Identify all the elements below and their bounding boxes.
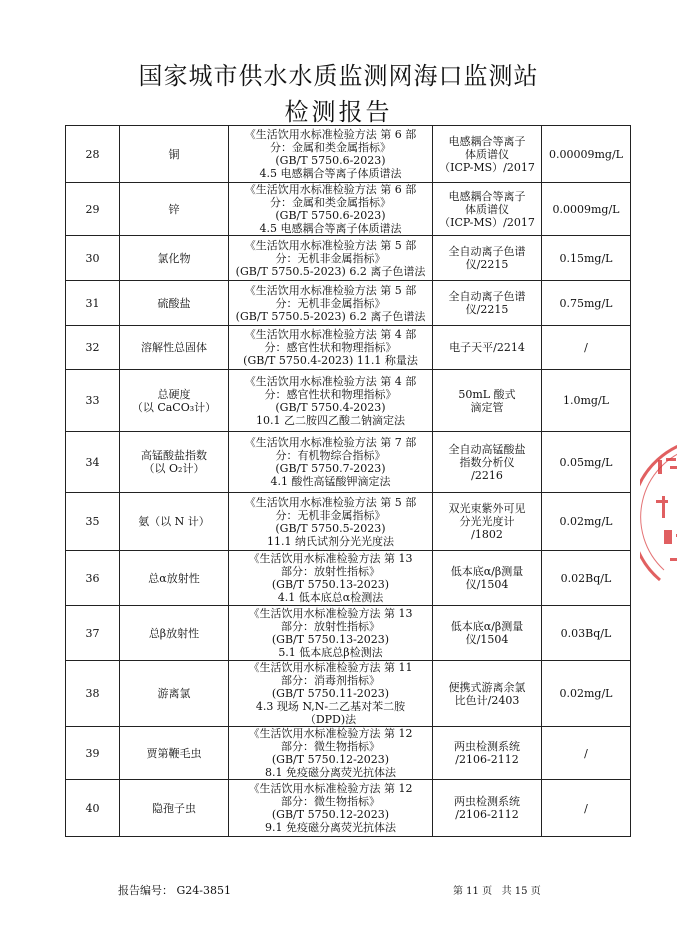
table-row [66, 493, 631, 551]
instrument-line: 分光光度计 [459, 515, 515, 528]
test-method-line: (GB/T 5750.12-2023) [271, 753, 390, 766]
test-method-line: 5.1 低本底总β检测法 [278, 646, 383, 659]
test-method-line: (GB/T 5750.5-2023) 6.2 离子色谱法 [235, 264, 426, 278]
test-method-line: (GB/T 5750.6-2023) [275, 209, 386, 222]
detection-limit: / [542, 780, 631, 837]
row-number: 34 [66, 432, 120, 493]
test-method [229, 126, 433, 183]
table-row [66, 236, 631, 281]
instrument-line: 便携式游离余氯 [448, 680, 526, 694]
test-method-line: 部分：微生物指标》 [281, 740, 380, 753]
test-method-line: 分：无机非金属指标》 [275, 296, 386, 310]
detection-limit: 0.0009mg/L [542, 183, 631, 236]
station-title: 国家城市供水水质监测网海口监测站 [138, 62, 539, 90]
test-method [229, 727, 433, 780]
page-indicator: 第 11 页 共 15 页 [453, 886, 541, 897]
test-method-line: 《生活饮用水标准检验方法 第 5 部 [244, 283, 417, 297]
test-method [229, 281, 433, 326]
test-method-line: 分：感官性状和物理指标》 [264, 387, 397, 401]
test-method-line: 分：金属和类金属指标》 [270, 141, 391, 154]
instrument [433, 727, 542, 780]
instrument [433, 493, 542, 551]
test-item [120, 432, 229, 493]
test-item-line: 高锰酸盐指数 [141, 449, 207, 462]
test-item-line: （以 CaCO₃计） [131, 400, 217, 414]
instrument-line: 体质谱仪 [465, 147, 509, 161]
test-method-line: (GB/T 5750.5-2023) [275, 521, 386, 535]
test-method [229, 551, 433, 606]
test-item-line: 氯化物 [157, 251, 191, 265]
table-row [66, 183, 631, 236]
test-method-line: (GB/T 5750.4-2023) [275, 400, 386, 414]
test-item [120, 606, 229, 661]
test-item-line: 硫酸盐 [157, 296, 191, 310]
table-row [66, 281, 631, 326]
instrument [433, 281, 542, 326]
detection-limit: 0.03Bq/L [542, 606, 631, 661]
row-number: 37 [66, 606, 120, 661]
instrument-line: （ICP-MS）/2017 [439, 160, 535, 174]
instrument-line: 仪/1504 [465, 633, 509, 646]
row-number: 33 [66, 370, 120, 432]
instrument [433, 606, 542, 661]
test-method-line: 《生活饮用水标准检验方法 第 5 部 [244, 238, 417, 252]
report-title: 检测报告 [284, 98, 393, 126]
instrument-line: 全自动离子色谱 [448, 290, 526, 303]
test-method-line: (GB/T 5750.4-2023) 11.1 称量法 [243, 354, 418, 367]
test-method-line: 分：无机非金属指标》 [275, 251, 386, 265]
table-row [66, 432, 631, 493]
instrument-line: 电子天平/2214 [449, 341, 525, 354]
instrument-line: 两虫检测系统 [454, 740, 520, 753]
test-method-line: 分：感官性状和物理指标》 [264, 341, 397, 354]
detection-limit: 1.0mg/L [542, 370, 631, 432]
instrument [433, 126, 542, 183]
test-item-line: 铜 [168, 147, 180, 161]
test-method-line: 部分：消毒剂指标》 [281, 674, 380, 687]
test-method-line: 《生活饮用水标准检验方法 第 13 [248, 607, 413, 620]
instrument-line: 低本底α/β测量 [450, 620, 524, 633]
test-method [229, 780, 433, 837]
instrument-line: 全自动离子色谱 [448, 245, 526, 258]
test-method [229, 236, 433, 281]
test-method [229, 432, 433, 493]
test-item [120, 551, 229, 606]
test-method-line: 4.3 现场 N,N-二乙基对苯二胺 [255, 700, 406, 713]
test-method-line: 分：无机非金属指标》 [275, 508, 386, 522]
test-method-line: 部分：放射性指标》 [281, 565, 380, 578]
detection-limit: / [542, 326, 631, 370]
detection-limit: 0.02mg/L [542, 661, 631, 727]
instrument [433, 370, 542, 432]
test-item [120, 326, 229, 370]
test-item [120, 370, 229, 432]
row-number: 31 [66, 281, 120, 326]
test-method-line: 部分：微生物指标》 [281, 795, 380, 808]
test-method-line: (GB/T 5750.12-2023) [271, 808, 390, 821]
test-method-line: 《生活饮用水标准检验方法 第 11 [248, 661, 413, 674]
row-number: 39 [66, 727, 120, 780]
table-row [66, 661, 631, 727]
test-method-line: 8.1 免疫磁分离荧光抗体法 [265, 766, 396, 779]
instrument-line: /2106-2112 [455, 753, 519, 766]
test-method [229, 183, 433, 236]
table-row [66, 606, 631, 661]
test-item [120, 183, 229, 236]
detection-limit: 0.75mg/L [542, 281, 631, 326]
detection-limit: 0.00009mg/L [542, 126, 631, 183]
instrument-line: /2216 [471, 468, 503, 482]
table-row [66, 727, 631, 780]
detection-limit: 0.05mg/L [542, 432, 631, 493]
red-seal-stamp [640, 430, 677, 590]
table-row [66, 370, 631, 432]
test-method [229, 493, 433, 551]
instrument-line: 仪/2215 [465, 303, 509, 316]
instrument-line: （ICP-MS）/2017 [439, 215, 535, 229]
test-method-line: 4.5 电感耦合等离子体质谱法 [259, 222, 402, 235]
test-method-line: 4.5 电感耦合等离子体质谱法 [259, 167, 402, 180]
test-method [229, 326, 433, 370]
test-item-line: 锌 [168, 202, 180, 216]
report-number: 报告编号： G24-3851 [118, 884, 231, 897]
test-method-line: 《生活饮用水标准检验方法 第 12 [248, 727, 413, 740]
test-item-line: 隐孢子虫 [152, 801, 196, 815]
test-method [229, 661, 433, 727]
instrument-line: 双光束紫外可见 [448, 502, 526, 515]
instrument-line: 低本底α/β测量 [450, 565, 524, 578]
test-item-line: 贾第鞭毛虫 [146, 746, 202, 760]
test-item-line: 总α放射性 [148, 571, 200, 585]
instrument-line: 指数分析仪 [459, 455, 515, 469]
test-method-line: 《生活饮用水标准检验方法 第 7 部 [244, 436, 417, 449]
test-method-line: 《生活饮用水标准检验方法 第 5 部 [244, 495, 417, 509]
instrument [433, 183, 542, 236]
test-method-line: (GB/T 5750.6-2023) [275, 154, 386, 167]
test-method-line: 《生活饮用水标准检验方法 第 6 部 [244, 183, 417, 196]
test-method-line: （DPD)法 [304, 713, 357, 726]
table-row [66, 126, 631, 183]
test-method-line: 分：有机物综合指标》 [275, 449, 386, 462]
test-method-line: 《生活饮用水标准检验方法 第 12 [248, 782, 413, 795]
instrument [433, 661, 542, 727]
instrument-line: 滴定管 [470, 400, 504, 414]
test-method-line: (GB/T 5750.13-2023) [271, 578, 390, 591]
instrument-line: 仪/1504 [465, 578, 509, 591]
test-item-line: 氨（以 N 计） [138, 515, 210, 528]
test-item [120, 236, 229, 281]
detection-limit: 0.02mg/L [542, 493, 631, 551]
test-item-line: 总硬度 [157, 387, 191, 401]
test-method [229, 370, 433, 432]
row-number: 30 [66, 236, 120, 281]
table-row [66, 551, 631, 606]
test-method-line: 《生活饮用水标准检验方法 第 13 [248, 552, 413, 565]
test-method [229, 606, 433, 661]
test-method-line: 4.1 酸性高锰酸钾滴定法 [270, 475, 391, 488]
detection-limit: 0.02Bq/L [542, 551, 631, 606]
instrument [433, 551, 542, 606]
test-item [120, 727, 229, 780]
instrument [433, 780, 542, 837]
instrument-line: 电感耦合等离子 [448, 134, 526, 148]
test-method-line: 4.1 低本底总α检测法 [277, 591, 384, 604]
row-number: 36 [66, 551, 120, 606]
instrument-line: 50mL 酸式 [458, 387, 516, 401]
test-item [120, 126, 229, 183]
instrument [433, 326, 542, 370]
instrument-line: 体质谱仪 [465, 202, 509, 216]
table-row [66, 780, 631, 837]
instrument-line: 全自动高锰酸盐 [448, 442, 526, 456]
test-method-line: 部分：放射性指标》 [281, 620, 380, 633]
row-number: 40 [66, 780, 120, 837]
instrument-line: /2106-2112 [455, 808, 519, 821]
test-item-line: 总β放射性 [148, 626, 200, 640]
row-number: 32 [66, 326, 120, 370]
row-number: 29 [66, 183, 120, 236]
instrument-line: 电感耦合等离子 [448, 189, 526, 203]
test-method-line: 《生活饮用水标准检验方法 第 4 部 [244, 374, 417, 388]
row-number: 38 [66, 661, 120, 727]
method-table [65, 125, 631, 837]
test-method-line: (GB/T 5750.7-2023) [275, 462, 386, 475]
test-method-line: (GB/T 5750.11-2023) [271, 687, 390, 700]
instrument-line: 比色计/2403 [454, 693, 520, 707]
test-method-line: 分：金属和类金属指标》 [270, 196, 391, 209]
detection-limit: / [542, 727, 631, 780]
test-method-line: 10.1 乙二胺四乙酸二钠滴定法 [256, 413, 405, 427]
instrument-line: 仪/2215 [465, 258, 509, 271]
test-method-line: 《生活饮用水标准检验方法 第 6 部 [244, 128, 417, 141]
test-method-line: (GB/T 5750.5-2023) 6.2 离子色谱法 [235, 309, 426, 323]
detection-limit: 0.15mg/L [542, 236, 631, 281]
test-item [120, 281, 229, 326]
instrument [433, 432, 542, 493]
test-item-line: （以 O₂计） [143, 462, 205, 475]
test-method-line: (GB/T 5750.13-2023) [271, 633, 390, 646]
test-method-line: 《生活饮用水标准检验方法 第 4 部 [244, 328, 417, 341]
test-item [120, 493, 229, 551]
test-method-line: 11.1 纳氏试剂分光光度法 [267, 534, 394, 548]
test-item-line: 游离氯 [157, 687, 191, 700]
test-item [120, 661, 229, 727]
instrument-line: /1802 [471, 528, 503, 541]
test-method-line: 9.1 免疫磁分离荧光抗体法 [265, 821, 396, 834]
test-item [120, 780, 229, 837]
test-item-line: 溶解性总固体 [141, 341, 207, 354]
instrument-line: 两虫检测系统 [454, 795, 520, 808]
instrument [433, 236, 542, 281]
table-row [66, 326, 631, 370]
row-number: 35 [66, 493, 120, 551]
row-number: 28 [66, 126, 120, 183]
